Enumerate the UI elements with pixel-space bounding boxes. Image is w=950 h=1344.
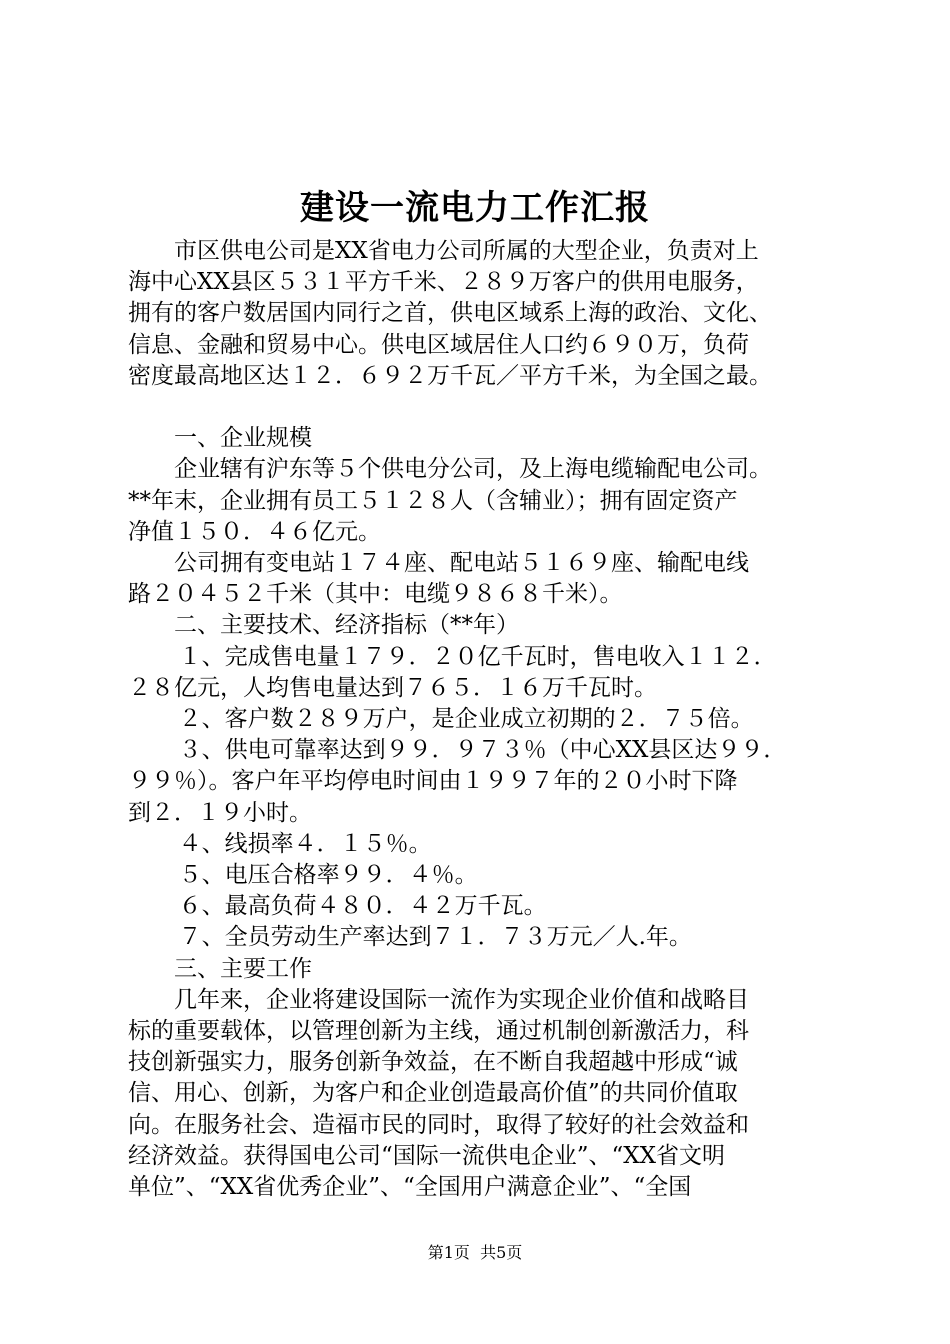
para-line: 向。在服务社会、造福市民的同时，取得了较好的社会效益和 — [128, 1111, 749, 1138]
page-total: 共5页 — [480, 1243, 523, 1262]
para-line: 标的重要载体，以管理创新为主线，通过机制创新激活力，科 — [128, 1018, 749, 1045]
document-title: 建设一流电力工作汇报 — [300, 188, 650, 228]
section-heading: 三、主要工作 — [174, 955, 312, 982]
para-line: **年末，企业拥有员工５１２８人（含辅业）；拥有固定资产 — [128, 487, 738, 514]
para-line: 路２０４５２千米（其中：电缆９８６８千米）。 — [128, 581, 623, 608]
list-item: ３、供电可靠率达到９９．９７３％（中心XX县区达９９． — [178, 737, 787, 764]
para-line: 几年来，企业将建设国际一流作为实现企业价值和战略目 — [174, 986, 749, 1013]
list-item: １、完成售电量１７９．２０亿千瓦时，售电收入１１２． — [178, 643, 777, 670]
para-line: 技创新强实力，服务创新争效益，在不断自我超越中形成“诚 — [128, 1049, 738, 1076]
para-line: 密度最高地区达１２．６９２万千瓦／平方千米，为全国之最。 — [128, 362, 772, 389]
para-line: 海中心XX县区５３１平方千米、２８９万客户的供用电服务， — [128, 269, 759, 296]
section-heading: 一、企业规模 — [174, 425, 312, 452]
para-line: 净值１５０．４６亿元。 — [128, 518, 381, 545]
list-item-continuation: 到２．１９小时。 — [128, 799, 312, 826]
list-item: ６、最高负荷４８０．４２万千瓦。 — [178, 893, 547, 920]
list-item: ２、客户数２８９万户，是企业成立初期的２．７５倍。 — [178, 706, 754, 733]
page-footer — [0, 1242, 950, 1264]
para-line: 单位”、“XX省优秀企业”、“全国用户满意企业”、“全国 — [128, 1174, 692, 1201]
para-line: 企业辖有沪东等５个供电分公司，及上海电缆输配电公司。 — [174, 456, 772, 483]
list-item-continuation: ２８亿元，人均售电量达到７６５．１６万千瓦时。 — [128, 674, 657, 701]
list-item: ７、全员劳动生产率达到７１．７３万元／人.年。 — [178, 924, 692, 951]
para-line: 经济效益。获得国电公司“国际一流供电企业”、“XX省文明 — [128, 1142, 726, 1169]
section-heading: 二、主要技术、经济指标（**年） — [174, 612, 519, 639]
page-number: 第1页 — [427, 1243, 470, 1262]
para-line: 信息、金融和贸易中心。供电区域居住人口约６９０万，负荷 — [128, 331, 749, 358]
para-line: 信、用心、创新，为客户和企业创造最高价值”的共同价值取 — [128, 1080, 738, 1107]
list-item: ５、电压合格率９９．４％。 — [178, 862, 478, 889]
document-body — [128, 236, 840, 1203]
para-line: 市区供电公司是XX省电力公司所属的大型企业，负责对上 — [174, 238, 759, 264]
list-item: ４、线损率４．１５％。 — [178, 830, 432, 857]
blank-line — [128, 392, 840, 423]
list-item-continuation: ９９％）。客户年平均停电时间由１９９７年的２０小时下降 — [128, 768, 738, 795]
para-line: 拥有的客户数居国内同行之首，供电区域系上海的政治、文化、 — [128, 300, 772, 327]
para-line: 公司拥有变电站１７４座、配电站５１６９座、输配电线 — [174, 550, 749, 577]
